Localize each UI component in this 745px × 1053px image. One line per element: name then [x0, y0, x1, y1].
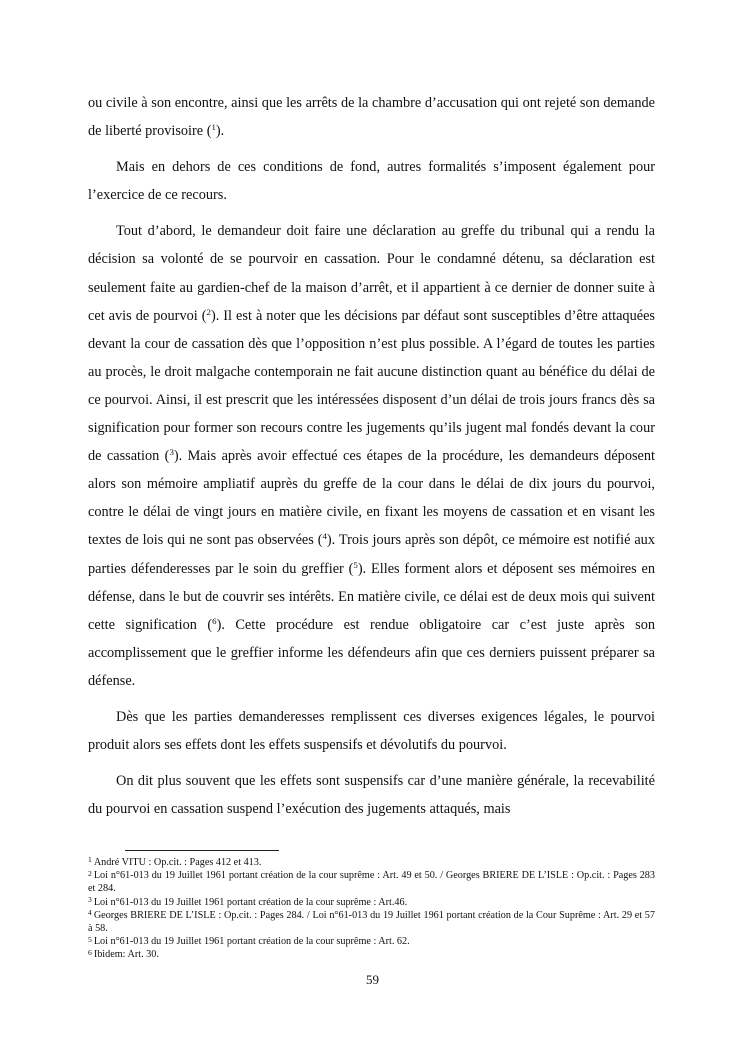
paragraph: [88, 153, 655, 209]
paragraph-text: ). Cette procédure est rendue obligatoire car c’est juste après son accomplissement que le greffier informe les défendeurs afin que ces derniers puissent préparer sa défense.: [88, 616, 655, 689]
paragraph-text: ). Mais après avoir effectué ces étapes de la procédure, les demandeurs déposent alors son mémoire ampliatif auprès du greffe de la cour dans le délai de dix jours du pourvoi, contre le délai de vingt jours en matière civile, en fixant les moyens de cassation et en visant les textes de lois qui ne sont pas observées (: [88, 448, 656, 549]
footnote: [88, 896, 655, 909]
footnote-reference: 1: [211, 122, 216, 133]
footnote-text: Loi n°61-013 du 19 Juillet 1961 portant création de la cour suprême : Art. 62.: [93, 936, 410, 948]
footnote-text: Ibidem: Art. 30.: [93, 949, 159, 961]
paragraph-text: ou civile à son encontre, ainsi que les arrêts de la chambre d’accusation qui ont rejeté son demande de liberté provisoire (: [88, 95, 655, 140]
footnote: [88, 856, 655, 869]
paragraph-text: Dès que les parties demanderesses remplissent ces diverses exigences légales, le pourvoi produit alors ses effets dont les effets suspensifs et dévolutifs du pourvoi.: [88, 708, 655, 754]
footnote-text: Georges BRIERE DE L’ISLE : Op.cit. : Pages 284. / Loi n°61-013 du 19 Juillet 1961 portant création de la Cour Suprême : Art. 29 et 57 à 58.: [88, 909, 655, 935]
page-number: 59: [366, 972, 379, 987]
footnote: [88, 909, 655, 935]
footnote-text: Loi n°61-013 du 19 Juillet 1961 portant création de la cour suprême : Art. 49 et 50. / Georges BRIERE DE L’ISLE : Op.cit. : Pages 283 et 284.: [88, 870, 655, 895]
footnote-number: 5: [88, 934, 92, 944]
footnote-number: 2: [88, 868, 92, 878]
paragraph: [88, 703, 655, 759]
paragraph-text: Mais en dehors de ces conditions de fond, autres formalités s’imposent également pour l’exercice de ce recours.: [88, 159, 655, 204]
body-text: [88, 89, 655, 831]
footnote-number: 4: [88, 908, 92, 918]
paragraph-text: ). Il est à noter que les décisions par défaut sont susceptibles d’être attaquées devant la cour de cassation dès que l’opposition n’est plus possible. A l’égard de toutes les parties au procès, le droit malgache contemporain ne fait aucune distinction quant au bénéfice du délai de ce pourvoi. Ainsi, il est prescrit que les intéressées disposent d’un délai de trois jours francs dès sa signification pour former son recours contre les jugements qu’ils jugent mal fondés devant la cour de cassation (: [88, 307, 655, 465]
footnote-text: Loi n°61-013 du 19 Juillet 1961 portant création de la cour suprême : Art.46.: [93, 896, 408, 908]
paragraph-text: On dit plus souvent que les effets sont suspensifs car d’une manière générale, la recevabilité du pourvoi en cassation suspend l’exécution des jugements attaqués, mais: [88, 773, 655, 818]
paragraph: [88, 89, 655, 145]
footnote-number: 3: [88, 894, 92, 904]
footnote: [88, 935, 655, 948]
footnote: [88, 869, 655, 895]
footnote-reference: 3: [169, 447, 174, 458]
footnote-reference: 4: [322, 531, 327, 542]
footnote-number: 1: [88, 855, 92, 865]
paragraph-text: ). Elles forment alors et déposent ses mémoires en défense, dans le but de couvrir ses intérêts. En matière civile, ce délai est de deux mois qui suivent cette signification (: [88, 560, 655, 633]
footnotes: [88, 856, 655, 962]
footnote: [88, 948, 655, 961]
paragraph: [88, 767, 655, 823]
footnote-reference: 6: [212, 615, 217, 626]
footnote-text: André VITU : Op.cit. : Pages 412 et 413.: [93, 857, 262, 868]
paragraph-text: Tout d’abord, le demandeur doit faire une déclaration au greffe du tribunal qui a rendu la décision sa volonté de se pourvoir en cassation. Pour le condamné détenu, sa déclaration est seulement faite au gardien-chef de la maison d’arrêt, et il appartient à ce dernier de donner suite à cet avis de pourvoi (: [88, 223, 655, 324]
paragraph: [88, 217, 655, 695]
footnote-number: 6: [88, 947, 92, 957]
paragraph-text: ).: [215, 123, 225, 140]
footnote-reference: 2: [206, 306, 211, 317]
paragraph-text: ). Trois jours après son dépôt, ce mémoire est notifié aux parties défenderesses par le soin du greffier (: [88, 532, 655, 577]
footnote-reference: 5: [353, 559, 358, 570]
footnote-separator: [125, 850, 279, 851]
